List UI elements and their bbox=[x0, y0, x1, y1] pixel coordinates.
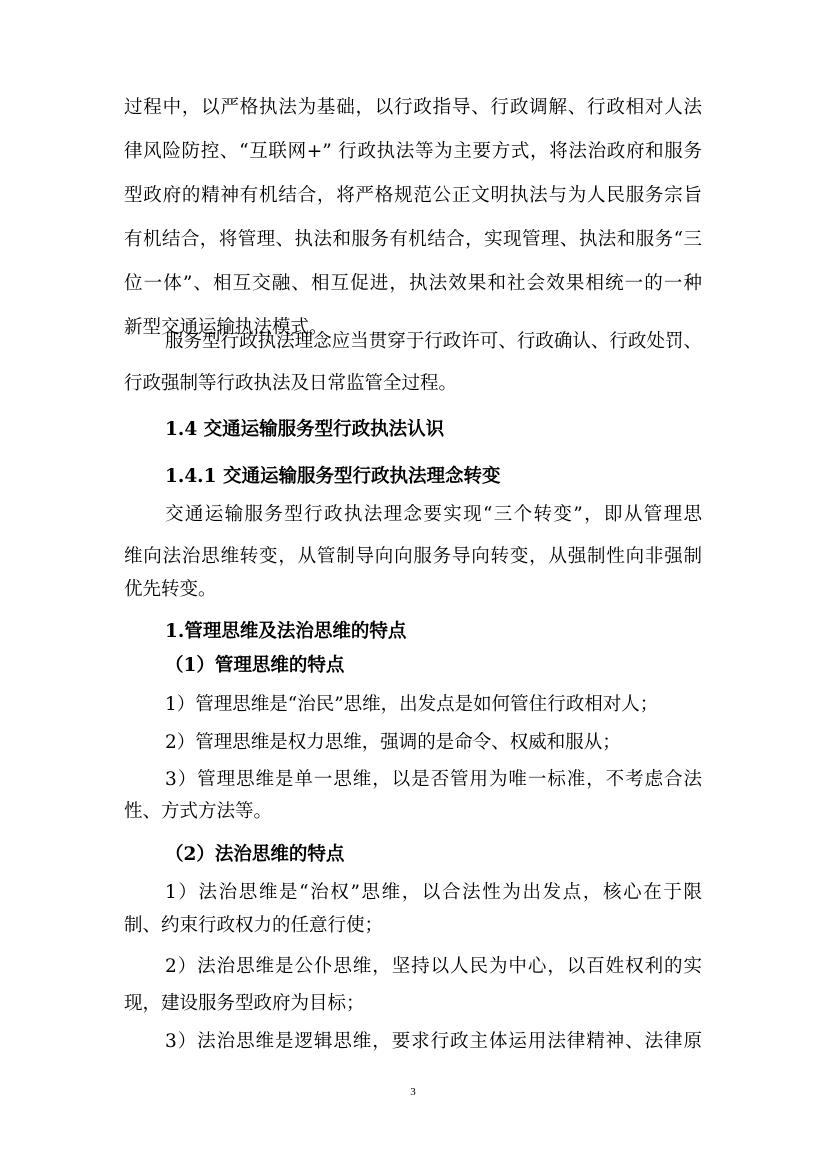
sub-item-heading: （2）法治思维的特点 bbox=[165, 844, 345, 865]
list-item-text: 3）管理思维是单一思维，以是否管用为唯一标准，不考虑合法 bbox=[165, 769, 702, 790]
sub-item-heading: （1）管理思维的特点 bbox=[165, 655, 345, 676]
body-text-line: 新型交通运输执法模式。 bbox=[124, 317, 328, 338]
body-text-line: 优先转变。 bbox=[124, 579, 217, 600]
list-item-text: 2）管理思维是权力思维，强调的是命令、权威和服从； bbox=[165, 732, 621, 753]
body-text-line: 服务型行政执法理念应当贯穿于行政许可、行政确认、行政处罚、 bbox=[165, 331, 702, 352]
list-item-text: 制、约束行政权力的任意行使； bbox=[124, 915, 384, 936]
body-text-line: 行政强制等行政执法及日常监管全过程。 bbox=[124, 373, 458, 394]
subsection-heading: 1.4.1 交通运输服务型行政执法理念转变 bbox=[165, 466, 501, 487]
body-text-line: 型政府的精神有机结合，将严格规范公正文明执法与为人民服务宗旨 bbox=[124, 185, 702, 206]
section-heading: 1.4 交通运输服务型行政执法认识 bbox=[165, 419, 445, 440]
list-item-text: 性、方式方法等。 bbox=[124, 801, 273, 822]
list-item-text: 2）法治思维是公仆思维，坚持以人民为中心，以百姓权利的实 bbox=[165, 956, 702, 977]
body-text-line: 交通运输服务型行政执法理念要实现“三个转变”，即从管理思 bbox=[165, 504, 702, 525]
list-item-text: 1）法治思维是“治权”思维，以合法性为出发点，核心在于限 bbox=[165, 882, 702, 903]
item-heading: 1.管理思维及法治思维的特点 bbox=[165, 621, 407, 642]
list-item-text: 3）法治思维是逻辑思维，要求行政主体运用法律精神、法律原 bbox=[165, 1031, 702, 1052]
list-item-text: 1）管理思维是“治民”思维，出发点是如何管住行政相对人； bbox=[165, 694, 659, 715]
body-text-line: 有机结合，将管理、执法和服务有机结合，实现管理、执法和服务“三 bbox=[124, 229, 702, 250]
body-text-line: 律风险防控、“互联网+” 行政执法等为主要方式，将法治政府和服务 bbox=[124, 141, 702, 162]
body-text-line: 位一体”、相互交融、相互促进，执法效果和社会效果相统一的一种 bbox=[124, 273, 702, 294]
body-text-line: 过程中，以严格执法为基础，以行政指导、行政调解、行政相对人法 bbox=[124, 97, 702, 118]
page-number: 3 bbox=[410, 1086, 416, 1098]
body-text-line: 维向法治思维转变，从管制导向向服务导向转变，从强制性向非强制 bbox=[124, 546, 702, 567]
list-item-text: 现，建设服务型政府为目标； bbox=[124, 993, 365, 1014]
